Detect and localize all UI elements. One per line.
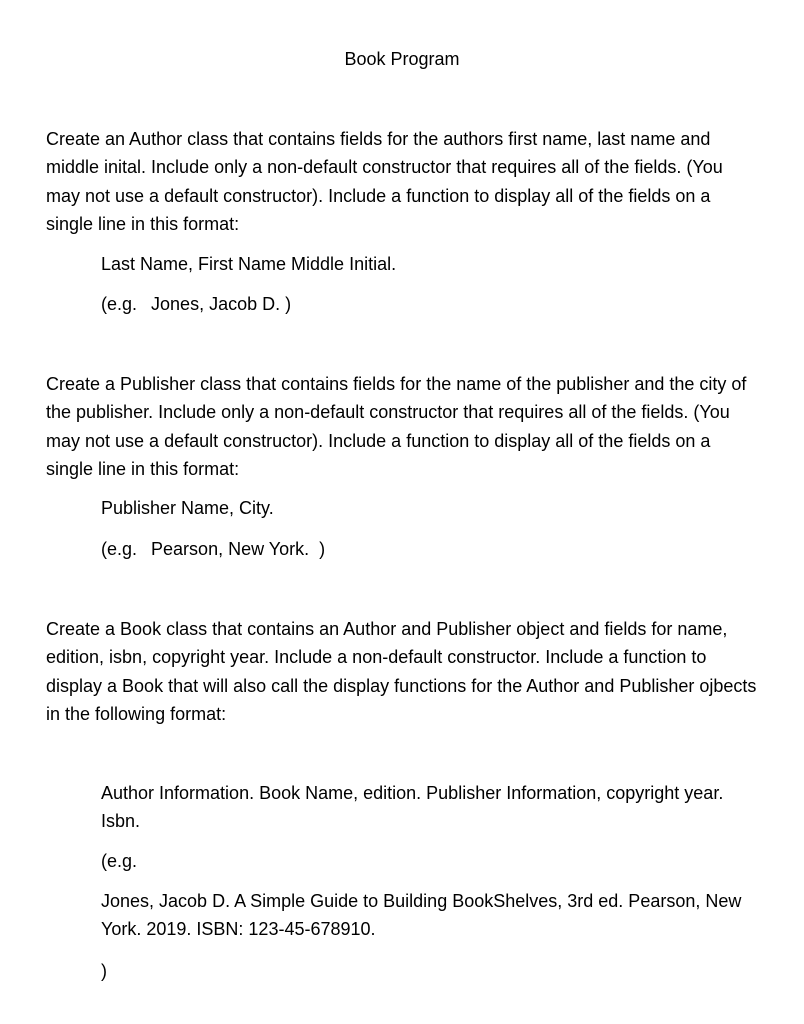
publisher-example (101, 535, 761, 563)
book-example-open: (e.g. (101, 851, 138, 871)
book-example-close: ) (101, 961, 107, 981)
author-example-value: Jones, Jacob D. ) (151, 294, 292, 314)
author-example (101, 290, 761, 318)
author-example-open: (e.g. (101, 294, 138, 314)
publisher-format: Publisher Name, City. (101, 498, 274, 518)
page-title: Book Program (344, 49, 460, 69)
author-paragraph: Create an Author class that contains fields for the authors first name, last name and middle inital. Include only a non-default constructor that requires all of the fields. (You may not use a default constructor). Include a function to display all of the fields on a single line in this format: (46, 129, 723, 234)
book-example-value: Jones, Jacob D. A Simple Guide to Building BookShelves, 3rd ed. Pearson, New York. 2019. ISBN: 123-45-678910. (101, 891, 742, 939)
publisher-example-open: (e.g. (101, 539, 138, 559)
publisher-paragraph: Create a Publisher class that contains fields for the name of the publisher and the city of the publisher. Include only a non-default constructor that requires all of the fields. (You may not use a default constructor). Include a function to display all of the fields on a single line in this format: (46, 374, 747, 479)
book-format: Author Information. Book Name, edition. Publisher Information, copyright year. Isbn. (101, 783, 724, 831)
publisher-example-value: Pearson, New York. ) (151, 539, 326, 559)
book-paragraph: Create a Book class that contains an Author and Publisher object and fields for name, edition, isbn, copyright year. Include a non-default constructor. Include a function to display a Book that will also call the display functions for the Author and Publisher ojbects in the following format: (46, 619, 757, 724)
author-format: Last Name, First Name Middle Initial. (101, 254, 397, 274)
